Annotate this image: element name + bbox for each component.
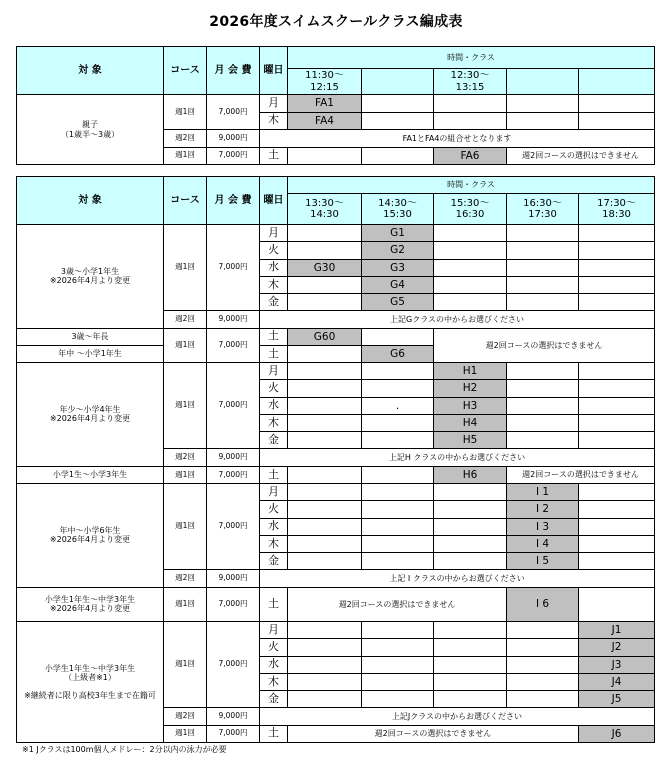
footnote: ※1 Jクラスは100m個人メドレー：2分以内の泳力が必要 [22,745,227,754]
class-cell [362,639,434,656]
class-cell [434,656,507,673]
course-cell: 週1回 [164,147,207,165]
class-cell [579,414,655,431]
header-time-slot: 11:30～ 12:15 [288,69,362,95]
class-cell [288,622,362,639]
table-row [17,483,655,500]
weekday-cell: 火 [260,242,288,259]
class-cell [288,294,362,311]
course-cell: 週2回 [164,570,207,587]
weekday-cell: 土 [260,587,288,622]
target-cell: 3歳～年長 [17,328,164,345]
course-cell: 週1回 [164,225,207,311]
class-cell [288,414,362,431]
class-cell [507,639,579,656]
fee-cell: 9,000円 [207,570,260,587]
class-cell [507,225,579,242]
class-cell [579,483,655,500]
class-cell [362,673,434,690]
fee-cell: 7,000円 [207,622,260,708]
weekday-cell: 金 [260,432,288,449]
target-cell: 親子 （1歳半～3歳） [17,95,164,165]
class-cell [362,483,434,500]
class-cell [362,535,434,552]
header-fee: 月 会 費 [207,177,260,225]
class-cell [288,691,362,708]
header-course: コース [164,47,207,95]
table-row [17,225,655,242]
table-row [17,363,655,380]
course-cell: 週1回 [164,483,207,569]
class-cell [579,432,655,449]
class-cell [434,518,507,535]
class-cell [579,587,655,622]
class-cell [507,673,579,690]
course-cell: 週1回 [164,587,207,622]
class-cell [288,242,362,259]
class-cell [579,225,655,242]
header-time-slot: 14:30～ 15:30 [362,194,434,225]
class-cell [362,328,434,345]
target-cell: 年少～小学4年生 ※2026年4月より変更 [17,363,164,467]
class-cell [434,95,507,113]
class-cell [434,691,507,708]
fee-cell: 7,000円 [207,95,260,130]
course-cell: 週1回 [164,95,207,130]
class-cell: J5 [579,691,655,708]
class-cell [507,622,579,639]
class-cell [507,414,579,431]
header-time-slot: 13:30～ 14:30 [288,194,362,225]
weekday-cell: 火 [260,501,288,518]
header-time-slot [507,69,579,95]
class-cell [362,656,434,673]
class-cell [288,501,362,518]
weekday-cell: 水 [260,259,288,276]
note-cell: 週2回コースの選択はできません [434,328,655,363]
header-time-class: 時間・クラス [288,177,655,194]
class-cell: J6 [579,725,655,742]
class-cell [507,363,579,380]
course-cell: 週1回 [164,725,207,742]
class-cell: I 2 [507,501,579,518]
header-time-class: 時間・クラス [288,47,655,69]
weekday-cell: 木 [260,414,288,431]
weekday-cell: 金 [260,553,288,570]
class-cell: G6 [362,345,434,362]
class-cell: I 5 [507,553,579,570]
class-cell [288,363,362,380]
class-cell [579,397,655,414]
course-cell: 週2回 [164,708,207,725]
class-cell [579,501,655,518]
class-cell [362,363,434,380]
class-cell [507,95,579,113]
class-cell [288,147,362,165]
class-cell [288,483,362,500]
class-cell: G3 [362,259,434,276]
weekday-cell: 月 [260,622,288,639]
weekday-cell: 土 [260,147,288,165]
class-cell [507,397,579,414]
fee-cell: 9,000円 [207,708,260,725]
class-cell: J3 [579,656,655,673]
note-cell: 上記H クラスの中からお選びください [260,449,655,466]
class-cell [288,397,362,414]
class-cell [434,294,507,311]
class-cell [507,276,579,293]
class-cell: G30 [288,259,362,276]
class-cell: . [362,397,434,414]
class-cell [434,535,507,552]
header-time-slot: 15:30～ 16:30 [434,194,507,225]
target-cell: 3歳～小学1年生 ※2026年4月より変更 [17,225,164,329]
class-cell: G2 [362,242,434,259]
note-cell: 週2回コースの選択はできません [507,466,655,483]
class-cell [288,639,362,656]
target-cell: 小学1生～小学3年生 [17,466,164,483]
weekday-cell: 火 [260,380,288,397]
class-cell [579,259,655,276]
class-cell [288,276,362,293]
weekday-cell: 木 [260,535,288,552]
class-cell [288,673,362,690]
weekday-cell: 水 [260,656,288,673]
class-cell [434,483,507,500]
note-cell: FA1とFA4の組合せとなります [260,130,655,148]
class-cell: I 3 [507,518,579,535]
class-cell [507,294,579,311]
class-cell [579,363,655,380]
fee-cell: 7,000円 [207,587,260,622]
schedule-table-parent-child [16,46,655,165]
header-day: 曜日 [260,177,288,225]
class-cell [507,691,579,708]
header-row [17,177,655,194]
weekday-cell: 水 [260,397,288,414]
class-cell [362,622,434,639]
class-cell: J2 [579,639,655,656]
table-row [17,466,655,483]
class-cell: G4 [362,276,434,293]
table-row [17,587,655,622]
class-cell [362,380,434,397]
class-cell: FA4 [288,112,362,130]
weekday-cell: 月 [260,225,288,242]
header-time-slot [579,69,655,95]
fee-cell: 7,000円 [207,328,260,363]
class-cell [434,673,507,690]
class-cell [507,112,579,130]
fee-cell: 7,000円 [207,225,260,311]
table-row [17,95,655,113]
class-cell [434,501,507,518]
class-cell [288,225,362,242]
weekday-cell: 月 [260,95,288,113]
class-cell [507,380,579,397]
fee-cell: 9,000円 [207,130,260,148]
class-cell [288,345,362,362]
header-target: 対 象 [17,47,164,95]
weekday-cell: 土 [260,725,288,742]
class-cell [579,380,655,397]
class-cell: FA6 [434,147,507,165]
class-cell [362,414,434,431]
fee-cell: 9,000円 [207,449,260,466]
class-cell [362,95,434,113]
class-cell [507,656,579,673]
class-cell [579,112,655,130]
class-cell [507,242,579,259]
table-row [17,328,655,345]
fee-cell: 7,000円 [207,483,260,569]
class-cell [288,466,362,483]
class-cell [288,380,362,397]
class-cell [288,518,362,535]
header-time-slot: 16:30～ 17:30 [507,194,579,225]
note-cell: 上記 I クラスの中からお選びください [260,570,655,587]
course-cell: 週2回 [164,130,207,148]
class-cell: G1 [362,225,434,242]
class-cell [362,466,434,483]
header-time-slot: 17:30～ 18:30 [579,194,655,225]
class-cell [362,112,434,130]
header-course: コース [164,177,207,225]
weekday-cell: 木 [260,276,288,293]
class-cell [579,242,655,259]
header-target: 対 象 [17,177,164,225]
table-row [17,622,655,639]
weekday-cell: 金 [260,691,288,708]
class-cell [507,432,579,449]
class-cell [434,276,507,293]
class-cell [434,553,507,570]
course-cell: 週1回 [164,622,207,708]
class-cell [362,147,434,165]
class-cell [288,535,362,552]
weekday-cell: 土 [260,466,288,483]
fee-cell: 7,000円 [207,725,260,742]
weekday-cell: 月 [260,483,288,500]
class-cell [288,553,362,570]
target-cell: 年中～小学6年生 ※2026年4月より変更 [17,483,164,587]
class-cell: J1 [579,622,655,639]
target-cell: 年中 ～小学1年生 [17,345,164,362]
weekday-cell: 木 [260,673,288,690]
course-cell: 週2回 [164,449,207,466]
note-cell: 週2回コースの選択はできません [288,587,507,622]
class-cell: I 6 [507,587,579,622]
class-cell [434,242,507,259]
fee-cell: 7,000円 [207,147,260,165]
note-cell: 週2回コースの選択はできません [288,725,579,742]
header-time-slot [362,69,434,95]
class-cell: H2 [434,380,507,397]
class-cell [362,553,434,570]
class-cell [507,259,579,276]
class-cell [579,553,655,570]
fee-cell: 9,000円 [207,311,260,328]
class-cell [288,656,362,673]
class-cell [362,432,434,449]
class-cell [579,518,655,535]
class-cell [579,95,655,113]
class-cell [434,112,507,130]
class-cell [362,691,434,708]
course-cell: 週1回 [164,328,207,363]
header-time-slot: 12:30～ 13:15 [434,69,507,95]
course-cell: 週1回 [164,363,207,449]
class-cell [579,276,655,293]
schedule-table-kids [16,176,655,743]
class-cell: I 1 [507,483,579,500]
weekday-cell: 土 [260,328,288,345]
header-row [17,47,655,69]
target-cell: 小学生1年生～中学3年生 ※2026年4月より変更 [17,587,164,622]
class-cell: I 4 [507,535,579,552]
fee-cell: 7,000円 [207,466,260,483]
class-cell: G5 [362,294,434,311]
class-cell [434,639,507,656]
class-cell: H4 [434,414,507,431]
note-cell: 上記Gクラスの中からお選びください [260,311,655,328]
target-cell: 小学生1年生～中学3年生 （上級者※1） ※継続者に限り高校3年生まで在籍可 [17,622,164,743]
weekday-cell: 月 [260,363,288,380]
note-cell: 上記Jクラスの中からお選びください [260,708,655,725]
class-cell [288,432,362,449]
class-cell: G60 [288,328,362,345]
class-cell [434,622,507,639]
fee-cell: 7,000円 [207,363,260,449]
class-cell: FA1 [288,95,362,113]
weekday-cell: 水 [260,518,288,535]
weekday-cell: 火 [260,639,288,656]
class-cell [579,294,655,311]
class-cell [579,535,655,552]
note-cell: 週2回コースの選択はできません [507,147,655,165]
header-day: 曜日 [260,47,288,95]
class-cell [434,225,507,242]
class-cell: H6 [434,466,507,483]
page-title: 2026年度スイムスクールクラス編成表 [209,14,463,30]
course-cell: 週2回 [164,311,207,328]
class-cell [362,518,434,535]
weekday-cell: 金 [260,294,288,311]
class-cell: H3 [434,397,507,414]
weekday-cell: 木 [260,112,288,130]
class-cell: H1 [434,363,507,380]
header-fee: 月 会 費 [207,47,260,95]
weekday-cell: 土 [260,345,288,362]
class-cell [362,501,434,518]
class-cell: J4 [579,673,655,690]
class-cell [434,259,507,276]
course-cell: 週1回 [164,466,207,483]
class-cell: H5 [434,432,507,449]
